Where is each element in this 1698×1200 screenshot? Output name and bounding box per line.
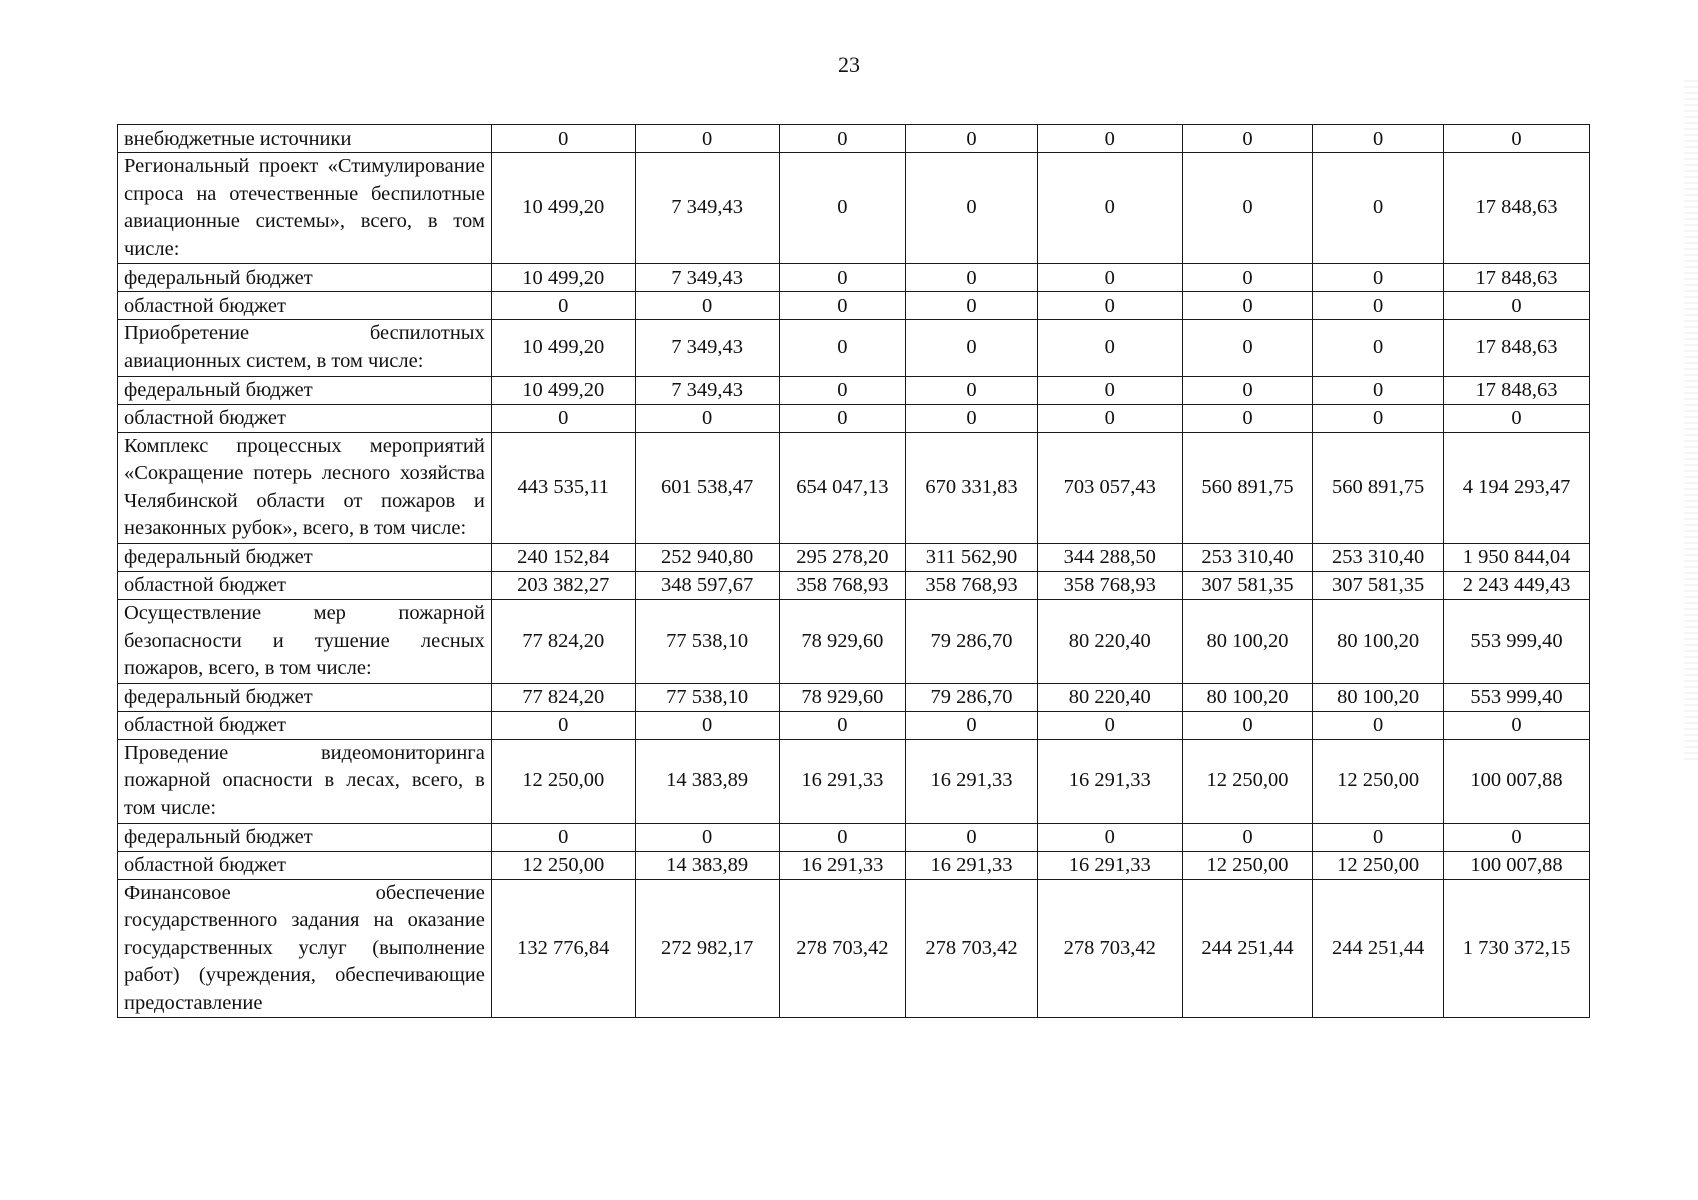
value-cell: 654 047,13 <box>779 432 906 543</box>
value-cell: 0 <box>1182 711 1313 739</box>
value-cell: 0 <box>779 292 906 320</box>
value-cell: 560 891,75 <box>1182 432 1313 543</box>
value-cell: 295 278,20 <box>779 543 906 571</box>
value-cell: 12 250,00 <box>1182 851 1313 879</box>
value-cell: 0 <box>1313 376 1444 404</box>
value-cell: 80 220,40 <box>1037 683 1182 711</box>
value-cell: 0 <box>1313 153 1444 264</box>
value-cell: 307 581,35 <box>1182 571 1313 599</box>
value-cell: 0 <box>635 292 779 320</box>
value-cell: 77 824,20 <box>491 683 635 711</box>
value-cell: 203 382,27 <box>491 571 635 599</box>
value-cell: 0 <box>1182 125 1313 153</box>
value-cell: 0 <box>1444 404 1590 432</box>
value-cell: 358 768,93 <box>906 571 1038 599</box>
value-cell: 0 <box>491 125 635 153</box>
row-label: областной бюджет <box>118 711 492 739</box>
row-label: внебюджетные источники <box>118 125 492 153</box>
value-cell: 79 286,70 <box>906 599 1038 683</box>
value-cell: 0 <box>1037 404 1182 432</box>
value-cell: 4 194 293,47 <box>1444 432 1590 543</box>
value-cell: 0 <box>906 404 1038 432</box>
value-cell: 240 152,84 <box>491 543 635 571</box>
value-cell: 703 057,43 <box>1037 432 1182 543</box>
value-cell: 0 <box>1182 404 1313 432</box>
table-row <box>118 823 1590 851</box>
budget-table <box>117 124 1590 1018</box>
scan-edge-artifact <box>1684 80 1698 760</box>
row-label: Осуществление мер пожарной безопасности и тушение лесных пожаров, всего, в том числе: <box>118 599 492 683</box>
value-cell: 601 538,47 <box>635 432 779 543</box>
value-cell: 7 349,43 <box>635 320 779 376</box>
value-cell: 77 538,10 <box>635 599 779 683</box>
value-cell: 0 <box>635 404 779 432</box>
value-cell: 80 100,20 <box>1182 683 1313 711</box>
value-cell: 0 <box>906 320 1038 376</box>
row-label: Комплекс процессных мероприятий «Сокращение потерь лесного хозяйства Челябинской области от пожаров и незаконных рубок», всего, в том числе: <box>118 432 492 543</box>
value-cell: 278 703,42 <box>779 879 906 1018</box>
value-cell: 253 310,40 <box>1182 543 1313 571</box>
row-label: Проведение видеомониторинга пожарной опасности в лесах, всего, в том числе: <box>118 739 492 823</box>
row-label: областной бюджет <box>118 851 492 879</box>
value-cell: 17 848,63 <box>1444 376 1590 404</box>
value-cell: 0 <box>779 125 906 153</box>
value-cell: 10 499,20 <box>491 153 635 264</box>
value-cell: 77 538,10 <box>635 683 779 711</box>
table-row <box>118 599 1590 683</box>
value-cell: 0 <box>779 404 906 432</box>
value-cell: 16 291,33 <box>906 851 1038 879</box>
value-cell: 0 <box>906 153 1038 264</box>
value-cell: 132 776,84 <box>491 879 635 1018</box>
row-label: федеральный бюджет <box>118 823 492 851</box>
value-cell: 358 768,93 <box>1037 571 1182 599</box>
value-cell: 7 349,43 <box>635 264 779 292</box>
value-cell: 7 349,43 <box>635 376 779 404</box>
value-cell: 16 291,33 <box>1037 851 1182 879</box>
value-cell: 0 <box>1313 404 1444 432</box>
row-label: областной бюджет <box>118 571 492 599</box>
value-cell: 10 499,20 <box>491 264 635 292</box>
value-cell: 0 <box>779 376 906 404</box>
value-cell: 0 <box>1313 823 1444 851</box>
value-cell: 0 <box>1444 292 1590 320</box>
value-cell: 0 <box>491 404 635 432</box>
row-label: федеральный бюджет <box>118 376 492 404</box>
value-cell: 0 <box>491 292 635 320</box>
value-cell: 12 250,00 <box>1313 739 1444 823</box>
value-cell: 17 848,63 <box>1444 320 1590 376</box>
table-row <box>118 153 1590 264</box>
value-cell: 0 <box>1444 823 1590 851</box>
value-cell: 0 <box>1313 711 1444 739</box>
value-cell: 0 <box>635 711 779 739</box>
table-row <box>118 711 1590 739</box>
value-cell: 0 <box>906 823 1038 851</box>
value-cell: 0 <box>635 125 779 153</box>
value-cell: 358 768,93 <box>779 571 906 599</box>
value-cell: 0 <box>779 711 906 739</box>
value-cell: 0 <box>1037 320 1182 376</box>
value-cell: 7 349,43 <box>635 153 779 264</box>
value-cell: 0 <box>1182 320 1313 376</box>
row-label: федеральный бюджет <box>118 264 492 292</box>
table-row <box>118 739 1590 823</box>
value-cell: 0 <box>1313 125 1444 153</box>
value-cell: 0 <box>906 264 1038 292</box>
value-cell: 0 <box>906 376 1038 404</box>
value-cell: 12 250,00 <box>1182 739 1313 823</box>
value-cell: 670 331,83 <box>906 432 1038 543</box>
table-row <box>118 543 1590 571</box>
value-cell: 0 <box>1313 292 1444 320</box>
value-cell: 16 291,33 <box>906 739 1038 823</box>
table-row <box>118 320 1590 376</box>
value-cell: 0 <box>1037 292 1182 320</box>
value-cell: 0 <box>1313 264 1444 292</box>
value-cell: 1 950 844,04 <box>1444 543 1590 571</box>
value-cell: 0 <box>1037 153 1182 264</box>
value-cell: 244 251,44 <box>1313 879 1444 1018</box>
value-cell: 16 291,33 <box>779 739 906 823</box>
value-cell: 14 383,89 <box>635 739 779 823</box>
value-cell: 1 730 372,15 <box>1444 879 1590 1018</box>
value-cell: 344 288,50 <box>1037 543 1182 571</box>
value-cell: 0 <box>1037 264 1182 292</box>
value-cell: 80 100,20 <box>1313 599 1444 683</box>
value-cell: 80 100,20 <box>1313 683 1444 711</box>
value-cell: 10 499,20 <box>491 320 635 376</box>
value-cell: 14 383,89 <box>635 851 779 879</box>
value-cell: 560 891,75 <box>1313 432 1444 543</box>
table-row <box>118 264 1590 292</box>
value-cell: 0 <box>906 125 1038 153</box>
value-cell: 553 999,40 <box>1444 599 1590 683</box>
value-cell: 0 <box>491 823 635 851</box>
value-cell: 0 <box>491 711 635 739</box>
table-row <box>118 879 1590 1018</box>
value-cell: 78 929,60 <box>779 683 906 711</box>
value-cell: 0 <box>1313 320 1444 376</box>
value-cell: 80 100,20 <box>1182 599 1313 683</box>
row-label: Приобретение беспилотных авиационных систем, в том числе: <box>118 320 492 376</box>
table-row <box>118 292 1590 320</box>
value-cell: 0 <box>1444 125 1590 153</box>
table-row <box>118 376 1590 404</box>
value-cell: 0 <box>635 823 779 851</box>
row-label: областной бюджет <box>118 292 492 320</box>
value-cell: 12 250,00 <box>491 851 635 879</box>
value-cell: 0 <box>779 823 906 851</box>
value-cell: 0 <box>779 153 906 264</box>
value-cell: 443 535,11 <box>491 432 635 543</box>
table-row <box>118 683 1590 711</box>
row-label: областной бюджет <box>118 404 492 432</box>
table-row <box>118 571 1590 599</box>
value-cell: 12 250,00 <box>491 739 635 823</box>
value-cell: 278 703,42 <box>906 879 1038 1018</box>
value-cell: 0 <box>779 320 906 376</box>
value-cell: 0 <box>1037 823 1182 851</box>
value-cell: 311 562,90 <box>906 543 1038 571</box>
value-cell: 0 <box>1037 376 1182 404</box>
value-cell: 0 <box>1182 292 1313 320</box>
value-cell: 0 <box>1182 376 1313 404</box>
value-cell: 278 703,42 <box>1037 879 1182 1018</box>
page-number: 23 <box>838 52 860 77</box>
value-cell: 272 982,17 <box>635 879 779 1018</box>
value-cell: 253 310,40 <box>1313 543 1444 571</box>
value-cell: 244 251,44 <box>1182 879 1313 1018</box>
table-row <box>118 404 1590 432</box>
value-cell: 100 007,88 <box>1444 851 1590 879</box>
value-cell: 2 243 449,43 <box>1444 571 1590 599</box>
value-cell: 17 848,63 <box>1444 153 1590 264</box>
table-row <box>118 851 1590 879</box>
value-cell: 553 999,40 <box>1444 683 1590 711</box>
value-cell: 16 291,33 <box>779 851 906 879</box>
value-cell: 0 <box>1182 153 1313 264</box>
value-cell: 0 <box>1037 125 1182 153</box>
value-cell: 77 824,20 <box>491 599 635 683</box>
value-cell: 252 940,80 <box>635 543 779 571</box>
value-cell: 16 291,33 <box>1037 739 1182 823</box>
value-cell: 0 <box>1182 823 1313 851</box>
value-cell: 307 581,35 <box>1313 571 1444 599</box>
value-cell: 79 286,70 <box>906 683 1038 711</box>
value-cell: 100 007,88 <box>1444 739 1590 823</box>
row-label: Финансовое обеспечение государственного задания на оказание государственных услуг (выполнение работ) (учреждения, обеспечивающие предоставление <box>118 879 492 1018</box>
table-body <box>118 125 1590 1018</box>
value-cell: 78 929,60 <box>779 599 906 683</box>
table-row <box>118 432 1590 543</box>
value-cell: 0 <box>1037 711 1182 739</box>
row-label: Региональный проект «Стимулирование спроса на отечественные беспилотные авиационные системы», всего, в том числе: <box>118 153 492 264</box>
value-cell: 0 <box>906 292 1038 320</box>
value-cell: 17 848,63 <box>1444 264 1590 292</box>
value-cell: 0 <box>1182 264 1313 292</box>
row-label: федеральный бюджет <box>118 543 492 571</box>
row-label: федеральный бюджет <box>118 683 492 711</box>
value-cell: 80 220,40 <box>1037 599 1182 683</box>
value-cell: 10 499,20 <box>491 376 635 404</box>
value-cell: 12 250,00 <box>1313 851 1444 879</box>
value-cell: 0 <box>906 711 1038 739</box>
value-cell: 0 <box>779 264 906 292</box>
value-cell: 348 597,67 <box>635 571 779 599</box>
table-row <box>118 125 1590 153</box>
value-cell: 0 <box>1444 711 1590 739</box>
